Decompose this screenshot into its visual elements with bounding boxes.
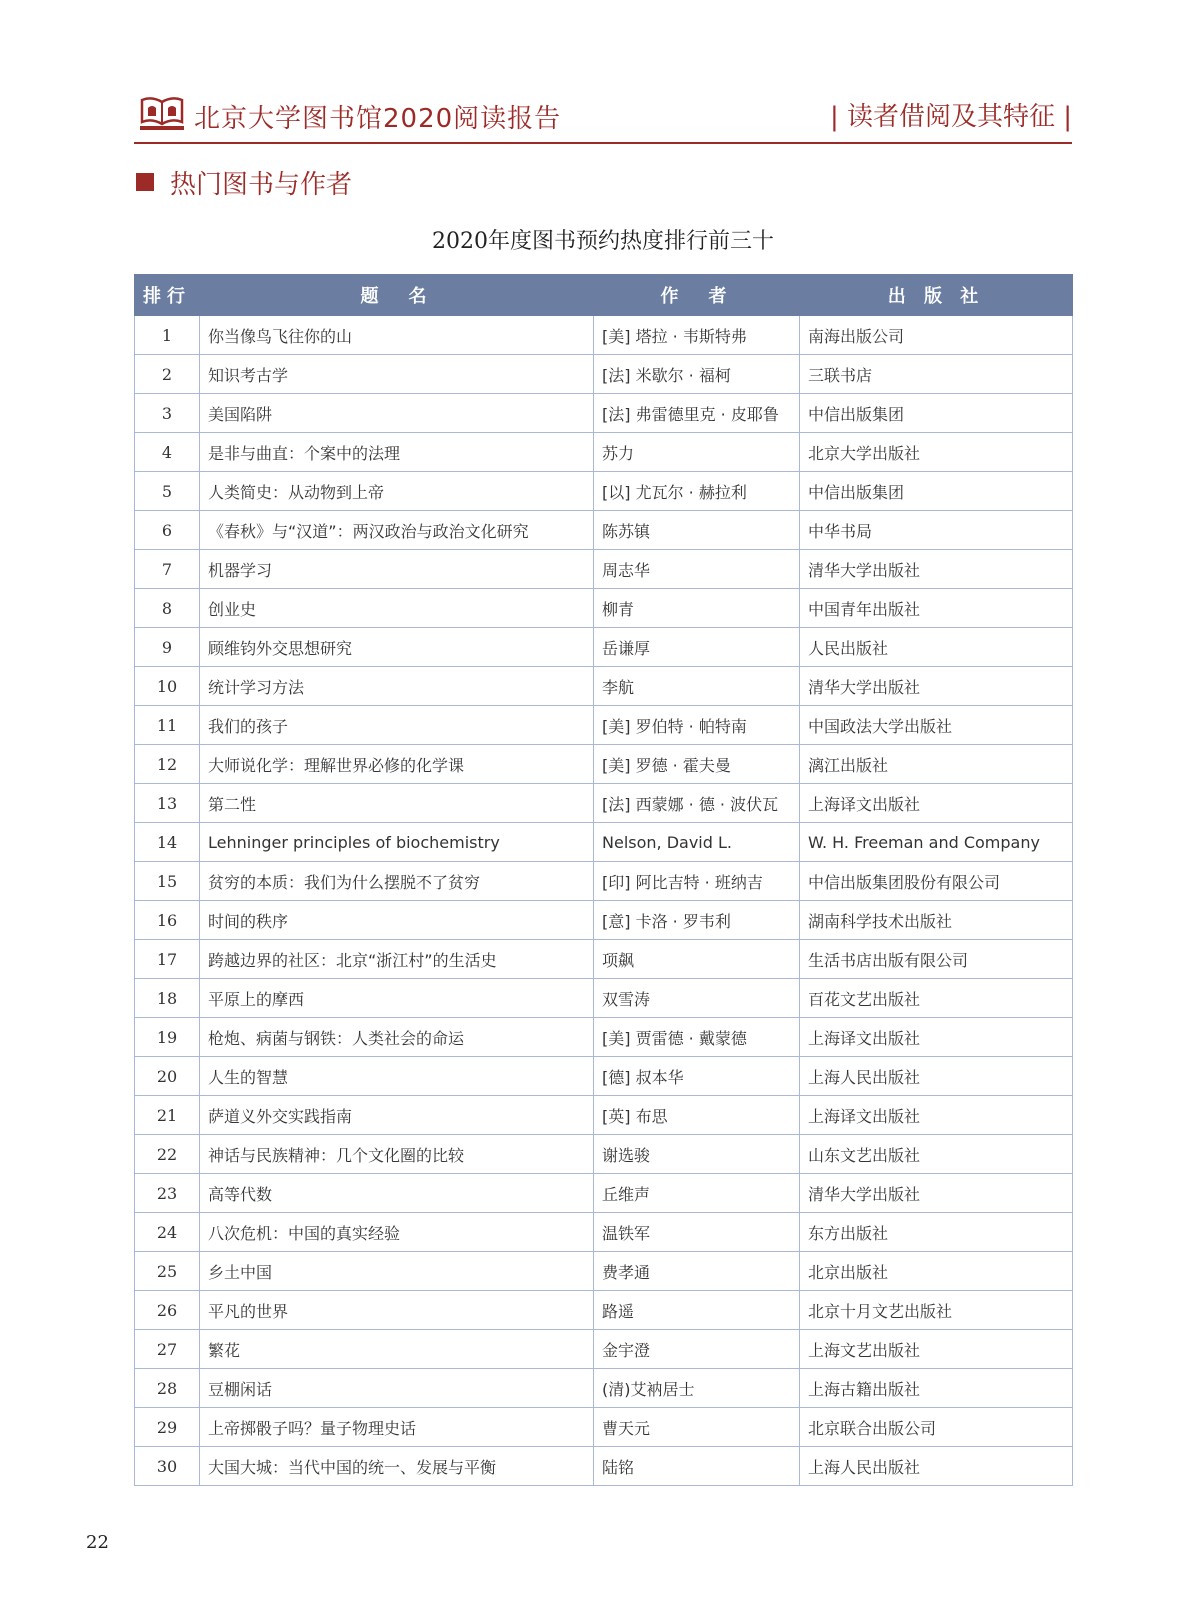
table-row: [135, 1447, 1073, 1486]
cell-rank: 26: [135, 1291, 200, 1330]
table-row: [135, 472, 1073, 511]
table-row: [135, 745, 1073, 784]
cell-title: 第二性: [200, 784, 594, 823]
table-row: [135, 940, 1073, 979]
cell-author: [意] 卡洛 · 罗韦利: [594, 901, 800, 940]
cell-author: 温铁军: [594, 1213, 800, 1252]
cell-rank: 24: [135, 1213, 200, 1252]
cell-title: 乡土中国: [200, 1252, 594, 1291]
table-row: [135, 979, 1073, 1018]
table-row: [135, 706, 1073, 745]
cell-rank: 21: [135, 1096, 200, 1135]
cell-publisher: 人民出版社: [800, 628, 1073, 667]
table-row: [135, 511, 1073, 550]
cell-title: 萨道义外交实践指南: [200, 1096, 594, 1135]
cell-author: 费孝通: [594, 1252, 800, 1291]
column-header-title: 题 名: [200, 275, 594, 316]
cell-rank: 28: [135, 1369, 200, 1408]
cell-author: [美] 罗德 · 霍夫曼: [594, 745, 800, 784]
cell-publisher: 上海人民出版社: [800, 1057, 1073, 1096]
cell-publisher: 上海译文出版社: [800, 1018, 1073, 1057]
cell-title: 枪炮、病菌与钢铁：人类社会的命运: [200, 1018, 594, 1057]
cell-rank: 17: [135, 940, 200, 979]
cell-title: 时间的秩序: [200, 901, 594, 940]
cell-title: 八次危机：中国的真实经验: [200, 1213, 594, 1252]
cell-title: 跨越边界的社区：北京“浙江村”的生活史: [200, 940, 594, 979]
cell-publisher: 上海人民出版社: [800, 1447, 1073, 1486]
cell-publisher: 生活书店出版有限公司: [800, 940, 1073, 979]
cell-rank: 27: [135, 1330, 200, 1369]
cell-rank: 7: [135, 550, 200, 589]
page-header: [134, 86, 1072, 144]
cell-publisher: 中信出版集团股份有限公司: [800, 862, 1073, 901]
cell-author: [英] 布思: [594, 1096, 800, 1135]
table-row: [135, 316, 1073, 355]
page-number: 22: [86, 1532, 109, 1553]
cell-title: 大国大城：当代中国的统一、发展与平衡: [200, 1447, 594, 1486]
column-header-publisher: 出 版 社: [800, 275, 1073, 316]
cell-rank: 3: [135, 394, 200, 433]
cell-rank: 30: [135, 1447, 200, 1486]
cell-title: 顾维钧外交思想研究: [200, 628, 594, 667]
report-title: 北京大学图书馆2020阅读报告: [194, 104, 562, 134]
table-row: [135, 433, 1073, 472]
table-row: [135, 901, 1073, 940]
cell-author: [美] 贾雷德 · 戴蒙德: [594, 1018, 800, 1057]
cell-rank: 10: [135, 667, 200, 706]
cell-rank: 12: [135, 745, 200, 784]
cell-author: 周志华: [594, 550, 800, 589]
cell-publisher: 上海古籍出版社: [800, 1369, 1073, 1408]
cell-title: 人类简史：从动物到上帝: [200, 472, 594, 511]
cell-title: 统计学习方法: [200, 667, 594, 706]
table-row: [135, 355, 1073, 394]
cell-rank: 4: [135, 433, 200, 472]
cell-title: 人生的智慧: [200, 1057, 594, 1096]
cell-title: 平原上的摩西: [200, 979, 594, 1018]
cell-title: 是非与曲直：个案中的法理: [200, 433, 594, 472]
cell-title: 《春秋》与“汉道”：两汉政治与政治文化研究: [200, 511, 594, 550]
cell-author: 曹天元: [594, 1408, 800, 1447]
cell-rank: 14: [135, 823, 200, 862]
table-caption: 2020年度图书预约热度排行前三十: [432, 229, 774, 254]
cell-publisher: 东方出版社: [800, 1213, 1073, 1252]
cell-author: [法] 米歇尔 · 福柯: [594, 355, 800, 394]
cell-author: [以] 尤瓦尔 · 赫拉利: [594, 472, 800, 511]
cell-rank: 22: [135, 1135, 200, 1174]
cell-publisher: W. H. Freeman and Company: [800, 823, 1073, 862]
cell-publisher: 上海文艺出版社: [800, 1330, 1073, 1369]
cell-rank: 9: [135, 628, 200, 667]
cell-publisher: 北京出版社: [800, 1252, 1073, 1291]
column-header-author: 作 者: [594, 275, 800, 316]
cell-rank: 19: [135, 1018, 200, 1057]
section-heading: [136, 162, 352, 202]
cell-rank: 23: [135, 1174, 200, 1213]
cell-author: [美] 塔拉 · 韦斯特弗: [594, 316, 800, 355]
cell-publisher: 清华大学出版社: [800, 1174, 1073, 1213]
cell-title: 神话与民族精神：几个文化圈的比较: [200, 1135, 594, 1174]
cell-title: 我们的孩子: [200, 706, 594, 745]
cell-title: 机器学习: [200, 550, 594, 589]
cell-author: 丘维声: [594, 1174, 800, 1213]
cell-rank: 1: [135, 316, 200, 355]
table-body: [135, 316, 1073, 1486]
column-header-rank: 排行: [135, 275, 200, 316]
cell-publisher: 漓江出版社: [800, 745, 1073, 784]
cell-rank: 25: [135, 1252, 200, 1291]
cell-publisher: 南海出版公司: [800, 316, 1073, 355]
cell-rank: 5: [135, 472, 200, 511]
cell-title: Lehninger principles of biochemistry: [200, 823, 594, 862]
cell-publisher: 北京联合出版公司: [800, 1408, 1073, 1447]
cell-rank: 13: [135, 784, 200, 823]
cell-author: [美] 罗伯特 · 帕特南: [594, 706, 800, 745]
cell-title: 大师说化学：理解世界必修的化学课: [200, 745, 594, 784]
cell-publisher: 百花文艺出版社: [800, 979, 1073, 1018]
table-row: [135, 1369, 1073, 1408]
cell-author: 金宇澄: [594, 1330, 800, 1369]
cell-author: 双雪涛: [594, 979, 800, 1018]
table-row: [135, 550, 1073, 589]
cell-author: Nelson, David L.: [594, 823, 800, 862]
cell-publisher: 中国政法大学出版社: [800, 706, 1073, 745]
cell-title: 高等代数: [200, 1174, 594, 1213]
cell-title: 创业史: [200, 589, 594, 628]
cell-author: 路遥: [594, 1291, 800, 1330]
table-row: [135, 1291, 1073, 1330]
cell-publisher: 湖南科学技术出版社: [800, 901, 1073, 940]
table-row: [135, 1057, 1073, 1096]
cell-author: [德] 叔本华: [594, 1057, 800, 1096]
cell-author: (清)艾衲居士: [594, 1369, 800, 1408]
cell-rank: 20: [135, 1057, 200, 1096]
table-row: [135, 589, 1073, 628]
cell-author: 柳青: [594, 589, 800, 628]
cell-publisher: 中华书局: [800, 511, 1073, 550]
cell-author: 谢选骏: [594, 1135, 800, 1174]
cell-publisher: 清华大学出版社: [800, 667, 1073, 706]
ranking-table: [134, 274, 1073, 1486]
table-row: [135, 1213, 1073, 1252]
cell-author: 陈苏镇: [594, 511, 800, 550]
table-row: [135, 1330, 1073, 1369]
cell-title: 平凡的世界: [200, 1291, 594, 1330]
cell-publisher: 北京大学出版社: [800, 433, 1073, 472]
cell-rank: 18: [135, 979, 200, 1018]
table-row: [135, 823, 1073, 862]
table-row: [135, 1096, 1073, 1135]
cell-title: 繁花: [200, 1330, 594, 1369]
cell-author: [法] 弗雷德里克 · 皮耶鲁: [594, 394, 800, 433]
library-book-logo-icon: [138, 92, 186, 132]
cell-rank: 29: [135, 1408, 200, 1447]
cell-title: 知识考古学: [200, 355, 594, 394]
cell-publisher: 清华大学出版社: [800, 550, 1073, 589]
cell-author: 苏力: [594, 433, 800, 472]
cell-publisher: 中国青年出版社: [800, 589, 1073, 628]
cell-rank: 11: [135, 706, 200, 745]
table-row: [135, 1252, 1073, 1291]
table-row: [135, 1135, 1073, 1174]
cell-publisher: 上海译文出版社: [800, 1096, 1073, 1135]
cell-title: 上帝掷骰子吗？量子物理史话: [200, 1408, 594, 1447]
cell-publisher: 三联书店: [800, 355, 1073, 394]
cell-title: 你当像鸟飞往你的山: [200, 316, 594, 355]
cell-author: 李航: [594, 667, 800, 706]
cell-publisher: 山东文艺出版社: [800, 1135, 1073, 1174]
square-bullet-icon: [136, 173, 154, 191]
cell-author: [印] 阿比吉特 · 班纳吉: [594, 862, 800, 901]
table-row: [135, 394, 1073, 433]
cell-title: 豆棚闲话: [200, 1369, 594, 1408]
cell-author: 项飙: [594, 940, 800, 979]
cell-author: [法] 西蒙娜 · 德 · 波伏瓦: [594, 784, 800, 823]
cell-rank: 8: [135, 589, 200, 628]
cell-author: 陆铭: [594, 1447, 800, 1486]
cell-rank: 2: [135, 355, 200, 394]
table-row: [135, 1018, 1073, 1057]
table-row: [135, 628, 1073, 667]
section-title: 热门图书与作者: [170, 169, 353, 200]
table-row: [135, 784, 1073, 823]
cell-publisher: 上海译文出版社: [800, 784, 1073, 823]
cell-rank: 15: [135, 862, 200, 901]
section-label: | 读者借阅及其特征 |: [829, 102, 1072, 132]
cell-title: 贫穷的本质：我们为什么摆脱不了贫穷: [200, 862, 594, 901]
table-row: [135, 862, 1073, 901]
table-row: [135, 1408, 1073, 1447]
table-header-row: [135, 275, 1073, 316]
table-row: [135, 667, 1073, 706]
cell-publisher: 北京十月文艺出版社: [800, 1291, 1073, 1330]
table-row: [135, 1174, 1073, 1213]
cell-author: 岳谦厚: [594, 628, 800, 667]
cell-publisher: 中信出版集团: [800, 394, 1073, 433]
cell-publisher: 中信出版集团: [800, 472, 1073, 511]
cell-title: 美国陷阱: [200, 394, 594, 433]
cell-rank: 6: [135, 511, 200, 550]
cell-rank: 16: [135, 901, 200, 940]
